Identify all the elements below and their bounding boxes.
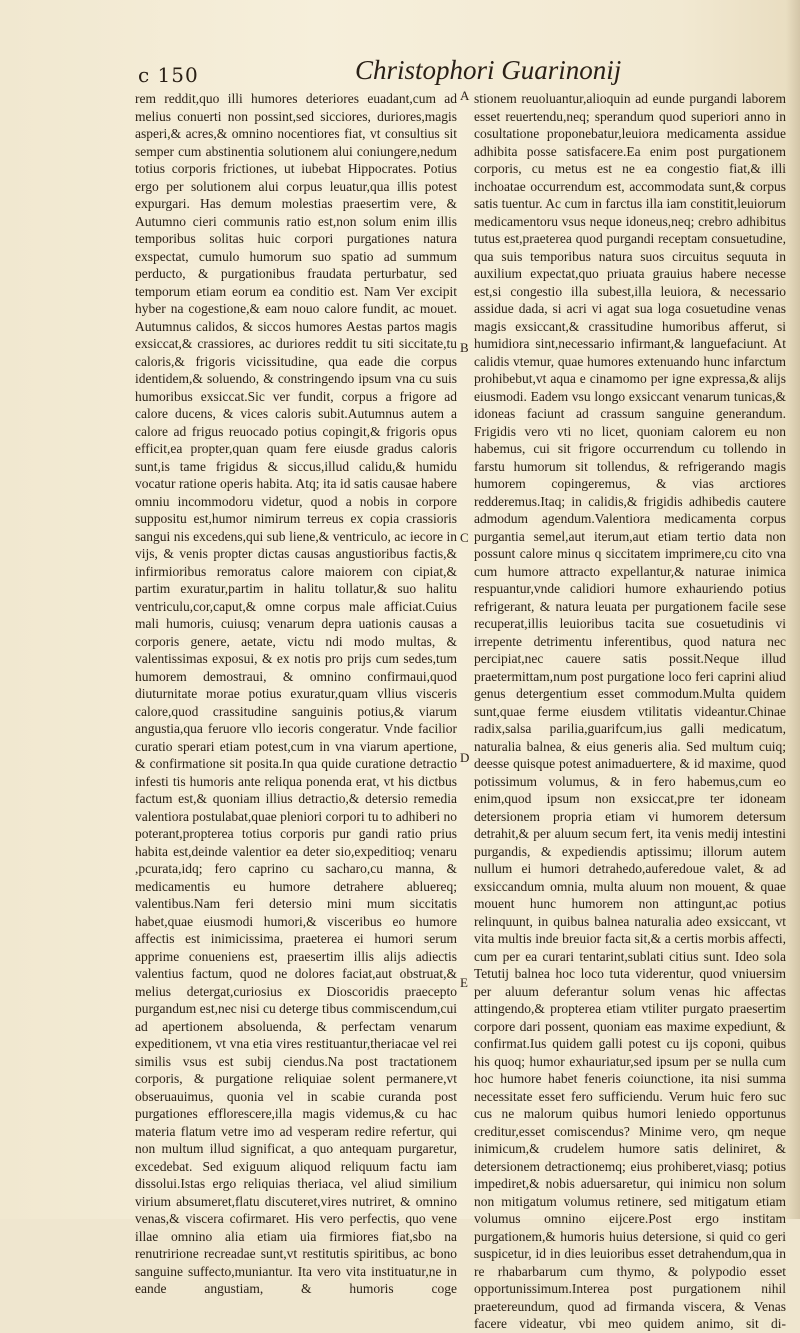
- page-number: c 150: [138, 63, 199, 87]
- margin-letter-a: A: [460, 88, 470, 103]
- right-text-column: [474, 90, 786, 1333]
- left-text-column: [135, 90, 457, 1298]
- right-column-text: stionem reuoluantur,alioquin ad eunde purgandi laborem esset reuertendu,neq; sperandum quod superiori anno in cosultatione proponebatur,leuiora medicamenta assidue adhibita posse satisfacere.Ea enim post purgationem corporis, cu metus est ne ea congestio fiat,& illi inchoatae occurrendum est, accommodata sunt,& corpus satis tuentur. Ac cum in farctus illa iam constitit,leuiorum medicamentoru vsus neque idoneus,neq; crebro adhibitus tutus est,praeterea quod purgandi receptam consuetudine, qua suis temporibus natura suos circuitus sequuta in auxilium expectat,quo priuata grauius habere necesse est,si congestio illa subest,illa leuiora, & necessario assidue dada, si acri vi agat sua loga cosuetudine venas magis exsiccant,& crassitudine humoribus afferut, si humidiora sint,necessario infirmant,& languefaciunt. At calidis vtemur, quae humores extenuando hunc infarctum prohibebut,vt aqua e cinamomo per igne expressa,& alijs eiusmodi. Eadem vsu longo exsiccant venarum tunicas,& idoneas faciunt ad crassum sanguine generandum. Frigidis vero vti no licet, quoniam calorem eu non habemus, cui sit frigore occurrendum cu tollendo in farstu humorum sit tollendus, & refrigerando magis humorem copingeremus, & vias arctiores redderemus.Itaq; in calidis,& frigidis adhibedis cautere admodum agendum.Valentiora medicamenta corpus purgantia semel,aut iterum,aut etiam tertio data non possunt calore minus q siccitatem imprimere,cu cito vna cum humore attracto expellantur,& naturae inimica respuantur,vnde calidiori humore exhauriendo potius refrigerant, & natura leuata per purgationem facile sese recuperat,illis leuioribus tacita sue cosuetudinis vi irrepente detrimentu inferentibus, quod natura nec percipiat,nec cauere satis possit.Neque illud praetermittam,num post purgatione loco feri caprini aliud genus detergentium esset commodum.Multa quidem sunt,quae ferme eiusdem vtilitatis videantur.Chinae radix,salsa parilia,guarifcum,ius galli medicatum, naturalia balnea, & eius generis alia. Sed multum cuiq; deesse quisque potest animaduertere, & id maxime, quod potissimum volumus, & in fero habemus,cum eo enim,quod ipsum non exsiccat,pre ter idoneam detersionem propria etiam vi humorem detersum detrahit,& per aluum secum fert, ita venis medij intestini purgandis, & expediendis aptissimu; illorum autem nullum ei humori detrahedo,auferedoue valet, & ad exsiccandum omnia, multa aluum non mouent, & quae mouent hunc humorem non attingunt,ac potius relinquunt, in quibus balnea naturalia adeo exsiccant, vt vita multis inde breuior facta sit,& a certis morbis affecti, cum per ea curari tentarint,sublati citius sunt. Ideo sola Tetutij balnea hoc loco tuta viderentur, quod vniuersim per aluum deferantur solum venas hic affectas attingendo,& propterea etiam vtiliter purgato praesertim corpore dari possent, quoniam eas maxime expediunt, & confirmat.Ius quidem galli potest cu ijs coponi, quibus his quoq; humor exhauriatur,sed ipsum per se nulla cum hoc humore habet feneris coiunctione, ita nisi summa necessitate esset fero sufficiendu. Verum huic fero suc cus ne malorum quibus humori leniedo opportunus creditur,esset comiscendus? Minime vero, qm neque inimicum,& crudelem humore satis deliniret, & detersionem detractionemq; eius prohiberet,viasq; potius impediret,& nobis aduersaretur, qui inimicu non solum non mitigatum volumus retinere, sed mitigatum etiam volumus omnino eijcere.Post ergo institam purgationem,& humoris huius detersione, si quid co geri suspicetur, id in dies leuioribus esset detrahendum,qua in re rhabarbarum cum thymo, & polypodio esset opportunissimum.Interea post purgationem nihil praetereundum, quod ad firmanda viscera, & Venas facere videatur, vbi meo quidem animo, sit di-: [474, 91, 786, 1331]
- margin-letter-c: C: [460, 530, 469, 545]
- running-head: [120, 55, 780, 91]
- left-column-text: rem reddit,quo illi humores deteriores euadant,cum ad melius conuerti non possint,sed sicciores, duriores,magis asperi,& acres,& omnino nocentiores fiat, vt consultius sit semper cum abstinentia solutionem alui coniungere,nedum totius corporis frictiones, ut iubebat Hippocrates. Potius ergo per solutionem alui corpus leuatur,qua illis potest expurgari. Has demum molestias praesertim vere, & Autumno cieri communis ratio est,non solum enim illis temporibus solitas huic corpori purgationes natura exspectat, cumulo humorum suo spatio ad summum perducto, & purgationibus fraudata perturbatur, sed temporum etiam eorum ea conditio est. Nam Ver excipit hyber na cogestione,& eam nouo calore fundit, ac mouet. Autumnus calidos, & siccos humores Aestas partos magis exsiccat,& crassiores, ac duriores reddit tu siti siccitate,tu caloris,& frigoris vicissitudine, qua eade die corpus identidem,& soluendo, & constringendo ipsum vna cu suis humoribus exsiccat.Sic ver fundit, corpus a frigore ad calore ducens, & vices caloris subit.Autumnus autem a calore ad frigus reuocado potius copingit,& frigoris opus efficit,ea propter,quan quam fere eiusde gradus caloris sunt,is tame frigidus & siccus,illud calidu,& humidu vocatur ratione operis habita. Atq; ita id satis causae habere omniu incommodoru videtur, quod a nobis in corpore suppositu est,humor nimirum terreus ex copia crassioris sangui nis excedens,qui sub liene,& ventriculo, ac iecore in vijs, & venis propter dictas causas angustioribus factis,& infirmioribus remoratus calore maiorem con cipiat,& partim exuratur,partim in halitu tollatur,& suo halitu ventriculu,cor,caput,& omne corpus male afficiat.Cuius mali humoris, cuiusq; venarum depra uationis causas a corporis genere, aetate, victu ndi modo multas, & valentissimas exposui, & ex notis pro prijs cum sedes,tum humorem demostraui, & omnino confirmaui,quod diuturnitate morae potius exuratur,quam vllius visceris calore,quod crassitudine sanguinis potius,& viarum angustia,qua feruore vllo iecoris congeratur. Vnde facilior curatio sperari etiam potest,cum in vna viarum apertione, & confirmatione sit posita.In qua quide curatione detractio infesti tis humoris ante reliqua ponenda erat, vt his dictbus factum est,& quoniam illius detractio,& detersio remedia valentiora postulabat,quae pleniori corpori tu to adhiberi no poterant,propterea totius corporis pur gandi ratio prius habita est,deinde valentior ea deter sio,expeditioq; venaru ,pcurata,idq; fero caprino cu sacharo,cu manna, & medicamentis eu humore detrahere abluereq; valentibus.Nam feri detersio mini mum siccitatis habet,quae eiusmodi humori,& visceribus eo humore affectis est inimicissima, praeterea ei humori serum apprime conueniens est, praesertim illis alijs adiectis valentius factum, quod ne dolores faciat,aut obstruat,& melius detergat,curiosius ex Dioscoridis praecepto purgandum est,nec nisi cu deterge tibus commiscendum,cui ad apertionem absoluenda, & perfectam venarum expeditionem, vt vna etia vires restituantur,theriacae vel rei similis vsus est subij ciendus.Na post tractationem corporis, & purgatione reliquiae solent permanere,vt obseruauimus, quonia vel in scabie curanda post purgationes efflorescere,illa magis videmus,& cu hac materia flatum vetre imo ad vesperam redire refertur, qui non multum illud significat, a quo antequam purgaretur, excedebat. Sed exiguum aliquod reliquum factu iam dissolui.Istas ergo reliquias theriaca, vel aliud similium virium absumeret,flatu discuteret,vires nutriret, & omnino venas,& viscera cofirmaret. His vero perfectis, quo vene illae omnino alia etiam uia firmiores fiat,sbo na renutririone recreadae sunt,vt restitutis spiritibus, ac bono sanguine suffecto,muniantur. Ita vero vita instituatur,ne in eande angustiam, & humoris coge: [135, 91, 457, 1296]
- margin-letter-d: D: [460, 750, 470, 765]
- running-title: Christophori Guarinonij: [355, 55, 622, 85]
- margin-letter-e: E: [460, 975, 468, 990]
- margin-letter-b: B: [460, 340, 469, 355]
